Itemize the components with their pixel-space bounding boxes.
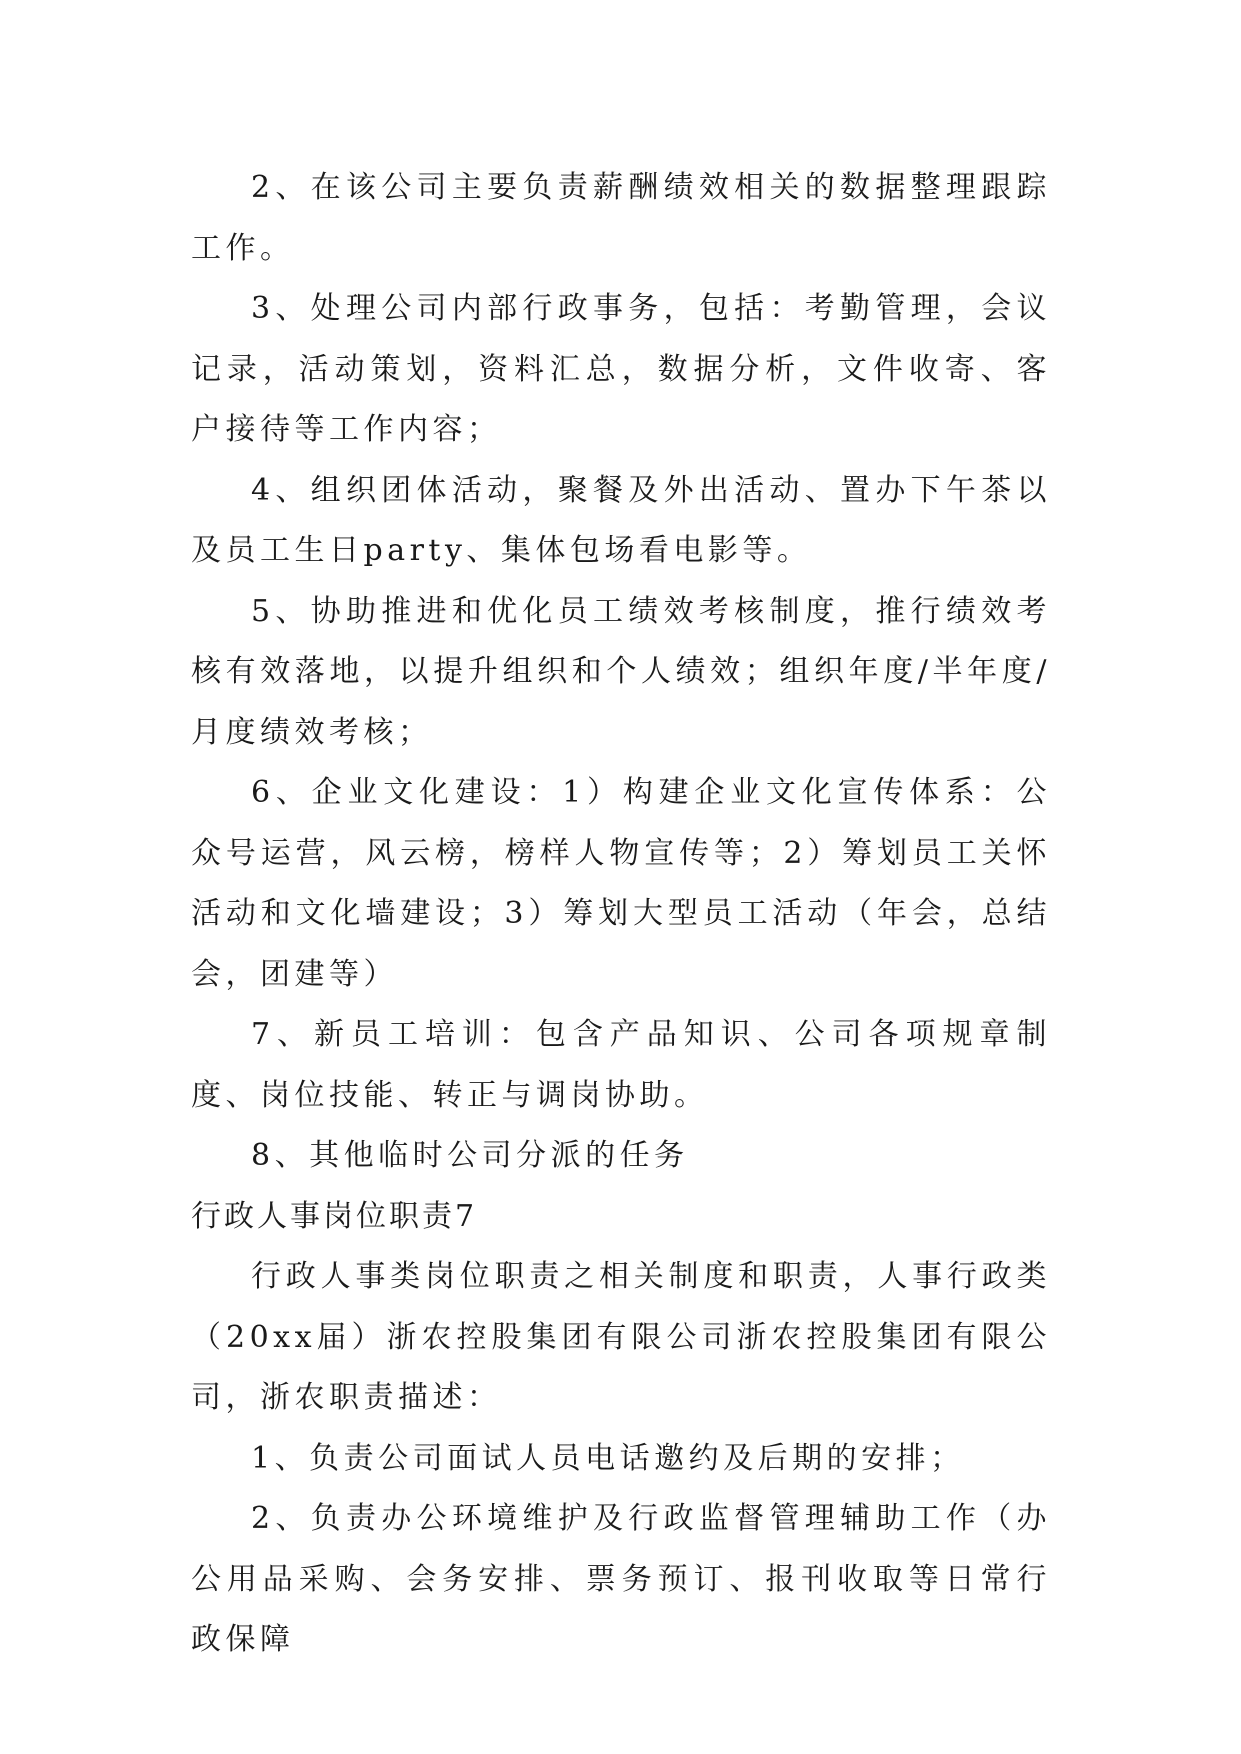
paragraph-item-6: 6、企业文化建设：1）构建企业文化宣传体系：公众号运营，风云榜，榜样人物宣传等；2）筹划员工关怀活动和文化墙建设；3）筹划大型员工活动（年会，总结会，团建等） xyxy=(191,775,1051,992)
section-heading: 行政人事岗位职责7 xyxy=(191,1198,478,1234)
paragraph-item-4: 4、组织团体活动，聚餐及外出活动、置办下午茶以及员工生日party、集体包场看电影等。 xyxy=(191,472,1051,568)
paragraph-item-7: 7、新员工培训：包含产品知识、公司各项规章制度、岗位技能、转正与调岗协助。 xyxy=(191,1017,1051,1113)
paragraph-item-5: 5、协助推进和优化员工绩效考核制度，推行绩效考核有效落地，以提升组织和个人绩效；组织年度/半年度/月度绩效考核； xyxy=(191,593,1051,750)
paragraph-item-8: 8、其他临时公司分派的任务 xyxy=(251,1138,689,1173)
paragraph-item-3: 3、处理公司内部行政事务，包括：考勤管理，会议记录，活动策划，资料汇总，数据分析，文件收寄、客户接待等工作内容； xyxy=(191,291,1051,447)
duty-item-2: 2、负责办公环境维护及行政监督管理辅助工作（办公用品采购、会务安排、票务预订、报刊收取等日常行政保障 xyxy=(191,1501,1051,1657)
paragraph-item-2: 2、在该公司主要负责薪酬绩效相关的数据整理跟踪工作。 xyxy=(191,170,1051,266)
section-intro-paragraph: 行政人事类岗位职责之相关制度和职责，人事行政类（20xx届）浙农控股集团有限公司浙农控股集团有限公司，浙农职责描述： xyxy=(191,1259,1051,1415)
document-body xyxy=(191,158,1051,1671)
duty-item-1: 1、负责公司面试人员电话邀约及后期的安排； xyxy=(251,1440,965,1476)
